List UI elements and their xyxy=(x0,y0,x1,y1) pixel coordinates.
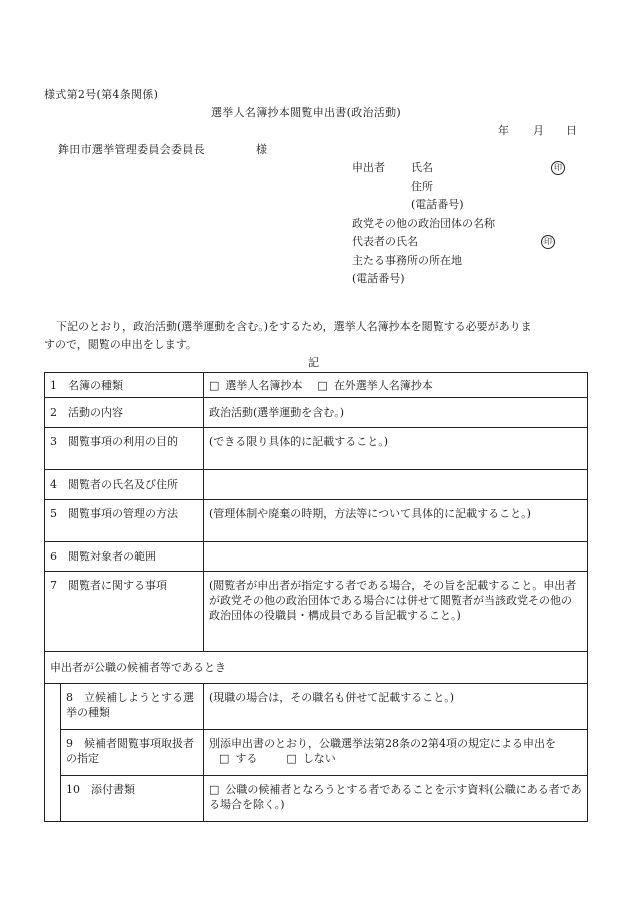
application-table xyxy=(44,372,588,822)
org-name-label: 政党その他の政治団体の名称 xyxy=(352,217,495,230)
row5-label: 5 閲覧事項の管理の方法 xyxy=(45,500,204,542)
table-row xyxy=(45,542,588,572)
addressee: 鉾田市選挙管理委員会委員長 xyxy=(58,143,205,156)
row8-label: 8 立候補しようとする選挙の種類 xyxy=(61,684,204,730)
row2-value: 政治活動(選挙運動を含む。) xyxy=(204,398,588,428)
intro-line-2: すので，閲覧の申出をします。 xyxy=(44,338,197,351)
row9-text: 別添申出書のとおり，公職選挙法第28条の2第4項の規定による申出を xyxy=(209,737,556,750)
address-label: 住所 xyxy=(411,180,433,193)
checkbox-icon[interactable]: □ xyxy=(317,378,328,392)
row10-text: 公職の候補者となろうとする者であることを示す資料(公職にある者である場合を除く。) xyxy=(209,783,582,811)
row7-label: 7 閲覧者に関する事項 xyxy=(45,572,204,652)
checkbox-icon[interactable]: □ xyxy=(209,783,220,796)
addressee-suffix: 様 xyxy=(256,143,268,156)
table-row xyxy=(45,572,588,652)
checkbox-icon[interactable]: □ xyxy=(286,752,297,765)
table-row xyxy=(45,398,588,428)
row8-value[interactable]: (現職の場合は，その職名も併せて記載すること。) xyxy=(204,684,588,730)
row9-option-yes: する xyxy=(235,752,258,765)
row7-value[interactable]: (閲覧者が申出者が指定する者である場合，その旨を記載すること。申出者が政党その他の政治団体である場合には併せて閲覧者が当該政党その他の政治団体の役職員・構成員である旨記載すること。) xyxy=(204,572,588,652)
section-indent xyxy=(45,684,61,822)
row3-label: 3 閲覧事項の利用の目的 xyxy=(45,428,204,470)
row3-value[interactable]: (できる限り具体的に記載すること。) xyxy=(204,428,588,470)
rep-seal-icon: 印 xyxy=(541,235,555,249)
row9-label: 9 候補者閲覧事項取扱者の指定 xyxy=(61,730,204,776)
row1-value xyxy=(204,373,588,398)
row1-option-1: 選挙人名簿抄本 xyxy=(225,378,303,392)
row4-value[interactable] xyxy=(204,470,588,500)
checkbox-icon[interactable]: □ xyxy=(219,752,230,765)
office-address-label: 主たる事務所の所在地 xyxy=(352,254,462,267)
table-row xyxy=(45,500,588,542)
table-row xyxy=(45,470,588,500)
row9-option-no: しない xyxy=(302,752,336,765)
row1-label: 1 名簿の種類 xyxy=(45,373,204,398)
form-title: 選挙人名簿抄本閲覧申出書(政治活動) xyxy=(211,106,401,119)
applicant-label: 申出者 xyxy=(352,161,385,174)
intro-line-1: 下記のとおり，政治活動(選挙運動を含む。)をするため，選挙人名簿抄本を閲覧する必要がありま xyxy=(56,320,532,333)
date-month-label: 月 xyxy=(533,124,545,137)
row1-option-2: 在外選挙人名簿抄本 xyxy=(333,378,433,392)
row6-label: 6 閲覧対象者の範囲 xyxy=(45,542,204,572)
table-row xyxy=(45,652,588,684)
table-row xyxy=(45,428,588,470)
row9-value xyxy=(204,730,588,776)
ki-heading: 記 xyxy=(308,356,319,369)
office-phone-label: (電話番号) xyxy=(352,272,405,285)
table-row xyxy=(45,730,588,776)
section-label: 申出者が公職の候補者等であるとき xyxy=(45,652,588,684)
row4-label: 4 閲覧者の氏名及び住所 xyxy=(45,470,204,500)
date-year-label: 年 xyxy=(498,124,510,137)
checkbox-icon[interactable]: □ xyxy=(209,378,220,392)
table-row xyxy=(45,373,588,398)
phone-label: (電話番号) xyxy=(411,198,464,211)
row5-value[interactable]: (管理体制や廃棄の時期，方法等について具体的に記載すること。) xyxy=(204,500,588,542)
name-label: 氏名 xyxy=(411,161,433,174)
table-row xyxy=(45,684,588,730)
row10-label: 10 添付書類 xyxy=(61,776,204,822)
row10-value xyxy=(204,776,588,822)
row2-label: 2 活動の内容 xyxy=(45,398,204,428)
seal-icon: 印 xyxy=(551,161,565,175)
form-number: 様式第2号(第4条関係) xyxy=(44,88,159,101)
table-row xyxy=(45,776,588,822)
rep-name-label: 代表者の氏名 xyxy=(352,235,418,248)
row6-value[interactable] xyxy=(204,542,588,572)
date-day-label: 日 xyxy=(566,124,578,137)
